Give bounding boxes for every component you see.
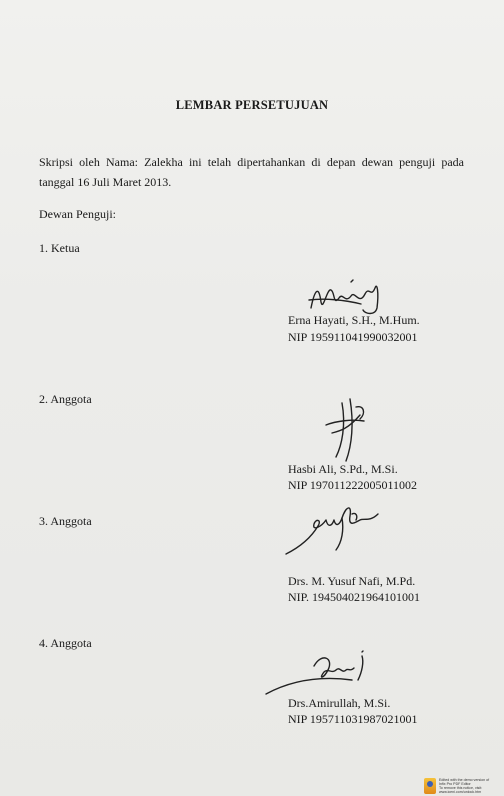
pen-icon bbox=[424, 778, 436, 794]
examiner-nip-3: NIP. 194504021964101001 bbox=[288, 590, 421, 604]
examiner-name-2: Hasbi Ali, S.Pd., M.Si. bbox=[288, 462, 398, 476]
intro-paragraph: Skripsi oleh Nama: Zalekha ini telah dipertahankan di depan dewan penguji pada tanggal 16 Juli Maret 2013. bbox=[39, 155, 464, 189]
examiner-nip-1: NIP 195911041990032001 bbox=[288, 330, 418, 344]
signature-3 bbox=[282, 500, 382, 562]
watermark-line: Infix Pro PDF Editor bbox=[439, 782, 471, 786]
examiner-nip-2: NIP 197011222005011002 bbox=[288, 478, 417, 492]
watermark-line: Edited with the demo version of bbox=[439, 778, 490, 782]
examiner-role-1: 1. Ketua bbox=[39, 241, 80, 255]
examiner-name-4: Drs.Amirullah, M.Si. bbox=[288, 696, 391, 710]
page-title: LEMBAR PERSETUJUAN bbox=[175, 98, 329, 112]
examiner-role-2: 2. Anggota bbox=[39, 392, 92, 406]
examiner-name-1: Erna Hayati, S.H., M.Hum. bbox=[288, 313, 420, 327]
panel-label: Dewan Penguji: bbox=[39, 207, 116, 221]
watermark-line: To remove this notice, visit: bbox=[439, 786, 483, 790]
watermark-text bbox=[439, 778, 489, 794]
examiner-nip-4: NIP 195711031987021001 bbox=[288, 712, 418, 726]
examiner-role-3: 3. Anggota bbox=[39, 514, 92, 528]
editor-watermark-badge bbox=[424, 776, 504, 796]
examiner-role-4: 4. Anggota bbox=[39, 636, 92, 650]
signature-1 bbox=[305, 278, 395, 318]
examiner-name-3: Drs. M. Yusuf Nafi, M.Pd. bbox=[288, 574, 416, 588]
signature-4 bbox=[262, 650, 372, 698]
watermark-line: www.iceni.com/unlock.htm bbox=[439, 790, 482, 794]
signature-2 bbox=[312, 395, 372, 465]
